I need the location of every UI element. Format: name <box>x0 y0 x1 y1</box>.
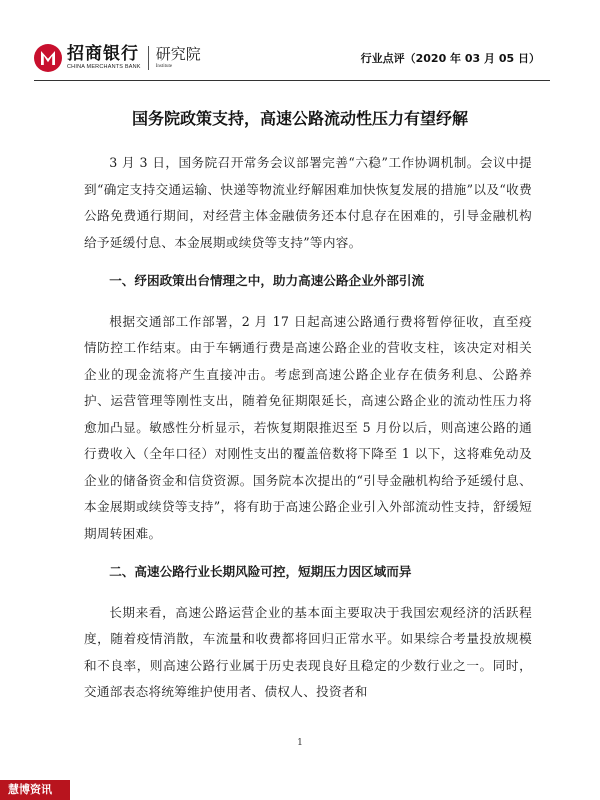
header-divider <box>34 80 550 81</box>
document-body <box>84 150 532 706</box>
page-number: 1 <box>297 738 303 748</box>
logo-text <box>67 45 141 71</box>
report-type-date: 行业点评（2020 年 03 月 05 日） <box>360 52 540 65</box>
institute-name-en: Institute <box>155 63 173 69</box>
institute-name-cn: 研究院 <box>155 44 201 63</box>
watermark-badge: 慧博资讯 <box>0 780 70 800</box>
institute-label <box>156 46 201 71</box>
document-title: 国务院政策支持，高速公路流动性压力有望纾解 <box>131 109 468 128</box>
section-1-heading: 一、纾困政策出台情理之中，助力高速公路企业外部引流 <box>109 273 425 288</box>
intro-paragraph: 3 月 3 日，国务院召开常务会议部署完善“六稳”工作协调机制。会议中提到“确定支持交通运输、快递等物流业纾解困难加快恢复发展的措施”以及“收费公路免费通行期间，对经营主体金融债务还本付息存在困难的，引导金融机构给予延缓付息、本金展期或续贷等支持”等内容。 <box>84 155 532 250</box>
logo-name-cn: 招商银行 <box>67 44 139 64</box>
china-merchants-bank-logo-icon <box>34 44 62 72</box>
logo-name-en: CHINA MERCHANTS BANK <box>67 64 141 70</box>
section-1-paragraph: 根据交通部工作部署，2 月 17 日起高速公路通行费将暂停征收，直至疫情防控工作结束。由于车辆通行费是高速公路企业的营收支柱，该决定对相关企业的现金流将产生直接冲击。考虑到高速公路企业存在债务利息、公路养护、运营管理等刚性支出，随着免征期限延长，高速公路企业的流动性压力将愈加凸显。敏感性分析显示，若恢复期限推迟至 5 月份以后，则高速公路的通行费收入（全年口径）对刚性支出的覆盖倍数将下降至 1 以下，这将难免动及企业的储备资金和信贷资源。国务院本次提出的“引导金融机构给予延缓付息、本金展期或续贷等支持”，将有助于高速公路企业引入外部流动性支持，舒缓短期周转困难。 <box>84 313 532 541</box>
logo-divider <box>148 46 149 70</box>
bank-logo <box>34 42 201 74</box>
document-header <box>0 0 600 82</box>
section-2-paragraph: 长期来看，高速公路运营企业的基本面主要取决于我国宏观经济的活跃程度，随着疫情消散，车流量和收费都将回归正常水平。如果综合考量投放规模和不良率，则高速公路行业属于历史表现良好且稳定的少数行业之一。同时，交通部表态将统筹维护使用者、债权人、投资者和 <box>84 604 532 699</box>
section-2-heading: 二、高速公路行业长期风险可控，短期压力因区域而异 <box>109 564 412 579</box>
